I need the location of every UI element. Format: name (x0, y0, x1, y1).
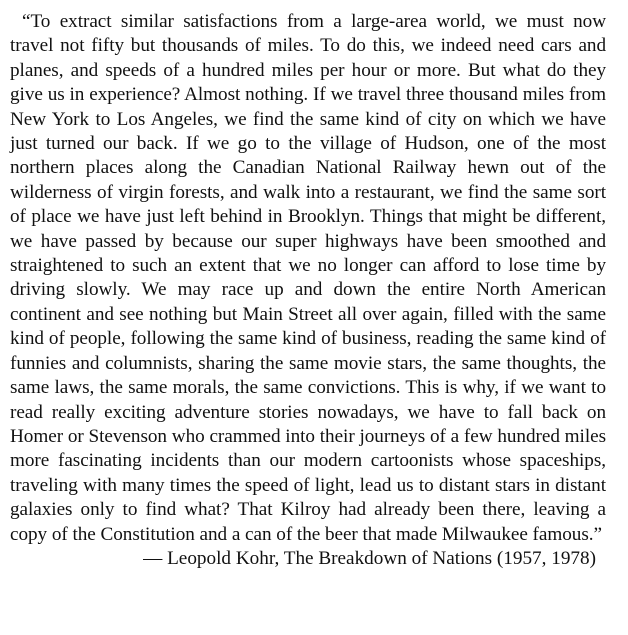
quote-page (10, 10, 606, 571)
quote-text: “To extract similar satisfactions from a large-area world, we must now travel not fifty but thousands of miles. To do this, we indeed need cars and planes, and speeds of a hundred miles per hour or more. But what do they give us in experience? Almost nothing. If we travel three thousand miles from New York to Los Angeles, we find the same kind of city on which we have just turned our back. If we go to the village of Hudson, one of the most northern places along the Canadian National Railway hewn out of the wilderness of virgin forests, and walk into a restaurant, we find the same sort of place we have just left behind in Brooklyn. Things that might be different, we have passed by because our super highways have been smoothed and straightened to such an extent that we no longer can afford to lose time by driving slowly. We may race up and down the entire North American continent and see nothing but Main Street all over again, filled with the same kind of people, following the same kind of business, reading the same kind of funnies and columnists, sharing the same movie stars, the same thoughts, the same laws, the same morals, the same convictions. This is why, if we want to read really exciting adventure stories nowadays, we have to fall back on Homer or Stevenson who crammed into their journeys of a few hundred miles more fascinating incidents than our modern cartoonists whose spaceships, traveling with many times the speed of light, lead us to distant stars in distant galaxies only to find what? That Kilroy had already been there, leaving a copy of the Constitution and a can of the beer that made Milwaukee famous.” (10, 11, 606, 545)
quote-attribution: — Leopold Kohr, The Breakdown of Nations (1957, 1978) (143, 547, 596, 569)
